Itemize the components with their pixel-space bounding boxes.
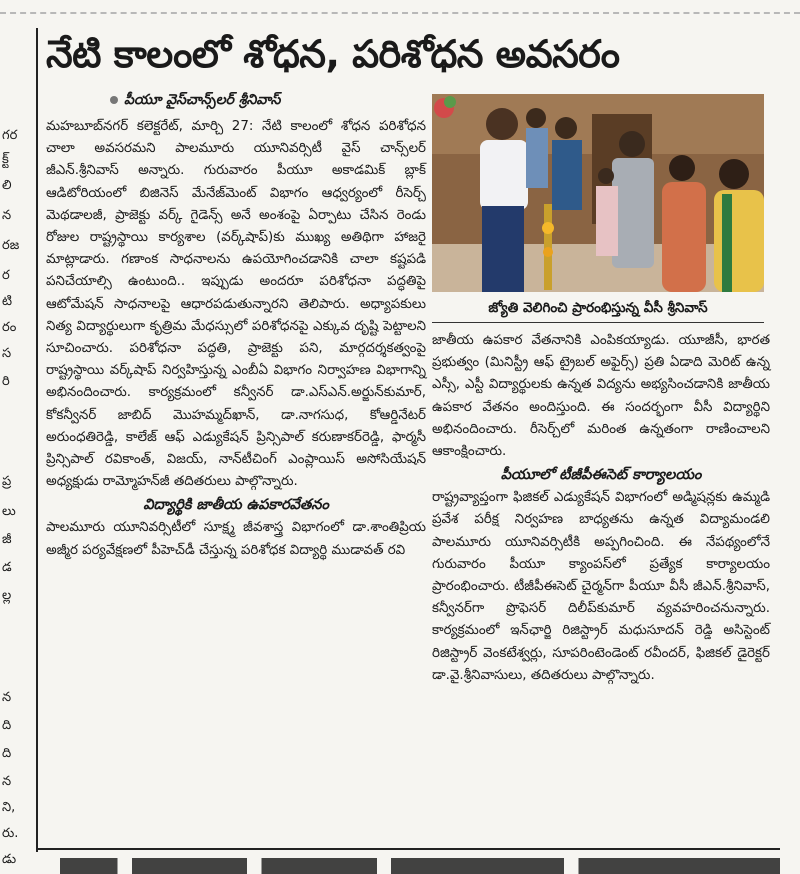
fragment: డు <box>2 852 17 867</box>
column-rule <box>36 28 38 852</box>
fragment: ల్ల <box>2 588 12 603</box>
fragment: ర <box>2 268 10 283</box>
byline <box>110 92 280 111</box>
fragment: డ <box>2 560 12 575</box>
fragment: న <box>2 208 12 223</box>
fragment: న <box>2 774 12 789</box>
article-paragraph: పాలమూరు యూనివర్సిటీలో సూక్ష్మ జీవశాస్త్ర విభాగంలో డా.శాంతిప్రియ అజ్మీర పర్యవేక్షణలో పీహెచ్‌డీ చేస్తున్న పరిశోధక విద్యార్థి ముడావత్‌ రవి <box>46 520 426 558</box>
fragment: ది <box>2 746 12 761</box>
article-paragraph: జాతీయ ఉపకార వేతనానికి ఎంపికయ్యాడు. యూజీసీ, భారత ప్రభుత్వం (మినిస్ట్రీ ఆఫ్‌ ట్రైబల్‌ అఫైర్స్‌) ప్రతి ఏడాది మెరిట్‌ ఉన్న ఎస్సీ, ఎస్టీ విద్యార్థులకు ఉన్నత విద్యను అభ్యసించడానికి జాతీయ ఉపకార వేతనం అందిస్తుంది. ఈ సందర్భంగా వీసీ విద్యార్థిని అభినందించారు. రీసెర్చ్‌లో మరింత ఉన్నతంగా రాణించాలని ఆకాంక్షించారు. <box>432 333 770 460</box>
bottom-rule <box>36 848 780 850</box>
fragment: స <box>2 346 12 361</box>
photo-caption: జ్యోతి వెలిగించి ప్రారంభిస్తున్న వీసీ శ్రీనివాస్‌ <box>432 294 764 323</box>
adjacent-column-fragment <box>0 28 34 867</box>
left-column <box>46 116 426 562</box>
fragment: రం <box>2 320 17 335</box>
subheading: విద్యార్థికి జాతీయ ఉపకారవేతనం <box>143 497 329 514</box>
fragment: ప్ర <box>2 474 12 489</box>
subheading: పీయూలో టీజీపీఈసెట్‌ కార్యాలయం <box>500 467 702 484</box>
bullet-icon <box>110 96 118 104</box>
fragment: క్ట్ <box>2 152 9 167</box>
fragment: న <box>2 690 12 705</box>
headline: నేటి కాలంలో శోధన, పరిశోధన అవసరం <box>46 32 620 76</box>
fragment: జీ <box>2 532 12 547</box>
fragment: రి <box>2 374 10 389</box>
photo-illustration <box>432 94 764 292</box>
top-dashed-rule <box>0 12 800 14</box>
fragment: ని, <box>2 800 16 815</box>
article-paragraph: రాష్ట్రవ్యాప్తంగా ఫిజికల్‌ ఎడ్యుకేషన్‌ విభాగంలో అడ్మిషన్లకు ఉమ్మడి ప్రవేశ పరీక్ష నిర్వహణ బాధ్యతను ఉన్నత విద్యామండలి పాలమూరు యూనివర్సిటీకి అప్పగించింది. ఈ నేపథ్యంలోనే గురువారం పీయూ క్యాంపస్‌లో ప్రత్యేక కార్యాలయం ప్రారంభించారు. టీజీపీఈసెట్‌ చైర్మన్‌గా పీయూ వీసీ జీఎన్‌.శ్రీనివాస్‌, కన్వీనర్‌గా ప్రొఫెసర్‌ దిలీప్‌కుమార్‌ వ్యవహరించనున్నారు. కార్యక్రమంలో ఇన్‌ఛార్జి రిజిస్ట్రార్‌ మధుసూదన్‌ రెడ్డి అసిస్టెంట్‌ రిజిస్ట్రార్‌ వెంకటేశ్వర్లు, సూపరింటెండెంట్‌ రవీందర్‌, ఫిజికల్‌ డైరెక్టర్‌ డా.వై.శ్రీనివాసులు, తదితరులు పాల్గొన్నారు. <box>432 490 770 683</box>
fragment: టి <box>2 294 13 309</box>
fragment: లి <box>2 178 12 193</box>
next-article-headline-cropped <box>60 852 780 874</box>
right-column <box>432 330 770 687</box>
fragment: లు <box>2 504 16 519</box>
article-paragraph: మహబూబ్‌నగర్‌ కలెక్టరేట్‌, మార్చి 27: నేటి కాలంలో శోధన పరిశోధన చాలా అవసరమని పాలమూరు యూనివర్సిటీ వైస్‌ చాన్స్‌లర్‌ జీఎన్‌.శ్రీనివాస్‌ అన్నారు. గురువారం పీయూ అకాడమిక్‌ బ్లాక్‌ ఆడిటోరియంలో బిజినెస్‌ మేనేజ్‌మెంట్‌ విభాగం ఆధ్వర్యంలో రీసెర్చ్‌ మెథడాలజీ, ప్రాజెక్టు వర్క్‌ గైడెన్స్‌ అనే అంశంపై ఏర్పాటు చేసిన రెండు రోజుల రాష్ట్రస్థాయి కార్యశాల (వర్క్‌షాప్‌)కు ముఖ్య అతిథిగా హాజరై మాట్లాడారు. గణాంక సాధనాలను ఉపయోగించడానికి చాలా కష్టపడి పనిచేయాల్సి ఉంటుంది.. ఇప్పుడు అందరూ పరిశోధనా పద్ధతిపై ఆటోమేషన్‌ సాధనాలపై ఆధారపడుతున్నారని తెలిపారు. అధ్యాపకులు నిత్య విద్యార్థులుగా కృత్రిమ మేధస్సులో పరిశోధనపై ఎక్కువ దృష్టి పెట్టాలని సూచించారు. పరిశోధనా పద్ధతి, ప్రాజెక్టు పని, మార్గదర్శకత్వంపై రాష్ట్రస్థాయి వర్క్‌షాప్‌ నిర్వహిస్తున్న ఎంబీఏ విభాగం నిర్వాహణ విభాగాన్ని అభినందించారు. కార్యక్రమంలో కన్వీనర్‌ డా.ఎస్‌ఎన్‌.అర్జున్‌కుమార్‌, కోకన్వీనర్‌ జాబిద్‌ మొహమ్మద్‌ఖాన్‌, డా.నాగసుధ, కోఆర్డినేటర్‌ అరుంధతిరెడ్డి, కాలేజ్‌ ఆఫ్‌ ఎడ్యుకేషన్‌ ప్రిన్సిపాల్‌ కరుణాకర్‌రెడ్డి, ఫార్మసీ ప్రిన్సిపాల్‌ రవికాంత్‌, విజయ్‌, నాన్‌టీచింగ్‌ ఎంప్లాయిస్‌ అసోసియేషన్‌ అధ్యక్షుడు రామ్మోహన్‌జీ తదితరులు పాల్గొన్నారు. <box>46 119 426 490</box>
event-photo <box>432 94 764 292</box>
fragment: రజ <box>2 238 20 253</box>
fragment: రు. <box>2 826 19 841</box>
fragment: ది <box>2 718 12 733</box>
fragment: గర <box>2 128 18 143</box>
byline-text: పీయూ వైస్‌చాన్స్‌లర్‌ శ్రీనివాస్‌ <box>124 92 281 108</box>
